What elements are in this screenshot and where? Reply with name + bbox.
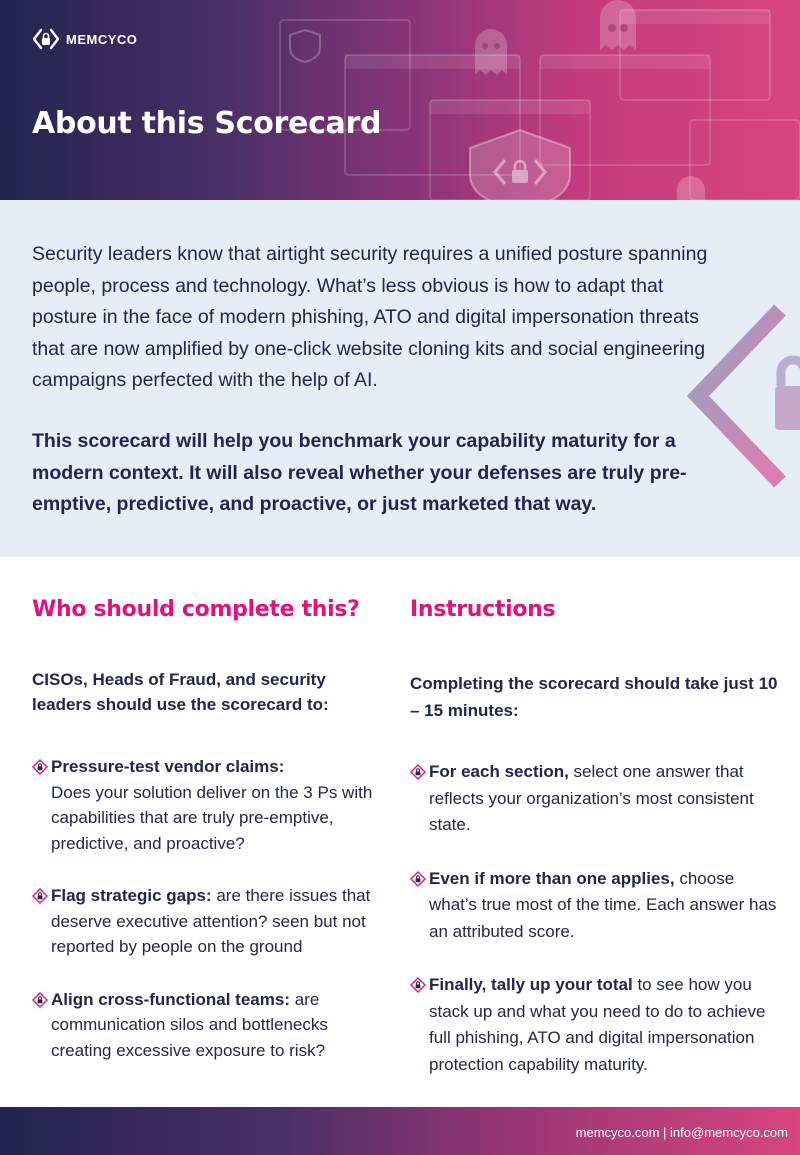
header-banner: [0, 0, 800, 200]
who-item-head: Flag strategic gaps:: [51, 886, 212, 905]
diamond-lock-icon: [32, 759, 48, 775]
who-item-body: Does your solution deliver on the 3 Ps with capabilities that are truly pre-emptive, predictive, and proactive?: [51, 782, 373, 853]
who-title: Who should complete this?: [32, 597, 360, 622]
instructions-item-more-than-one: [410, 866, 780, 946]
who-column: [32, 597, 387, 1063]
brand-name: MEMCYCO: [66, 31, 138, 47]
intro-bold-paragraph: This scorecard will help you benchmark your capability maturity for a modern context. It will also reveal whether your defenses are truly pre-emptive, predictive, and proactive, or just marketed that way.: [32, 430, 687, 515]
diamond-lock-icon: [410, 977, 426, 993]
diamond-lock-icon: [32, 992, 48, 1008]
diamond-lock-icon: [410, 764, 426, 780]
instructions-item-head: Even if more than one applies,: [429, 868, 675, 888]
instructions-item-head: For each section,: [429, 762, 569, 781]
who-item-body: are communication silos and bottlenecks creating excessive exposure to risk?: [51, 989, 328, 1060]
who-item-head: Align cross-functional teams:: [51, 989, 290, 1009]
footer-bar: [0, 1107, 800, 1155]
who-item-pressure-test: [32, 754, 387, 856]
instructions-item-body: to see how you stack up and what you need to do to achieve full phishing, ATO and digital impersonation protection capability maturity.: [429, 975, 766, 1074]
who-item-strategic-gaps: [32, 883, 387, 960]
instructions-column: [410, 597, 780, 1078]
diamond-lock-icon: [410, 871, 426, 887]
instructions-lead: Completing the scorecard should take just 10 – 15 minutes:: [410, 674, 778, 720]
instructions-item-each-section: [410, 759, 780, 839]
who-item-align-teams: [32, 987, 387, 1064]
brand-logo[interactable]: [32, 28, 137, 50]
who-item-body: are there issues that deserve executive attention? seen but not reported by people on the ground: [51, 886, 371, 956]
intro-section: [0, 200, 800, 557]
who-lead: CISOs, Heads of Fraud, and security leaders should use the scorecard to:: [32, 670, 329, 714]
intro-paragraph: Security leaders know that airtight security requires a unified posture spanning people, process and technology. What’s less obvious is how to adapt that posture in the face of modern phishing, ATO and digital impersonation threats that are now amplified by one-click website cloning kits and social engineering campaigns perfected with the help of AI.: [32, 243, 708, 391]
shield-lock-icon: [32, 28, 60, 50]
instructions-item-body: choose what’s true most of the time. Each answer has an attributed score.: [429, 868, 777, 941]
who-item-head: Pressure-test vendor claims:: [51, 757, 285, 776]
diamond-lock-icon: [32, 888, 48, 904]
page-title: About this Scorecard: [32, 106, 382, 141]
instructions-item-tally: [410, 972, 780, 1078]
instructions-item-body: select one answer that reflects your organization’s most consistent state.: [429, 762, 754, 834]
instructions-title: Instructions: [410, 597, 556, 622]
instructions-item-head: Finally, tally up your total: [429, 975, 633, 994]
footer-contact-link[interactable]: memcyco.com | info@memcyco.com: [575, 1125, 788, 1140]
